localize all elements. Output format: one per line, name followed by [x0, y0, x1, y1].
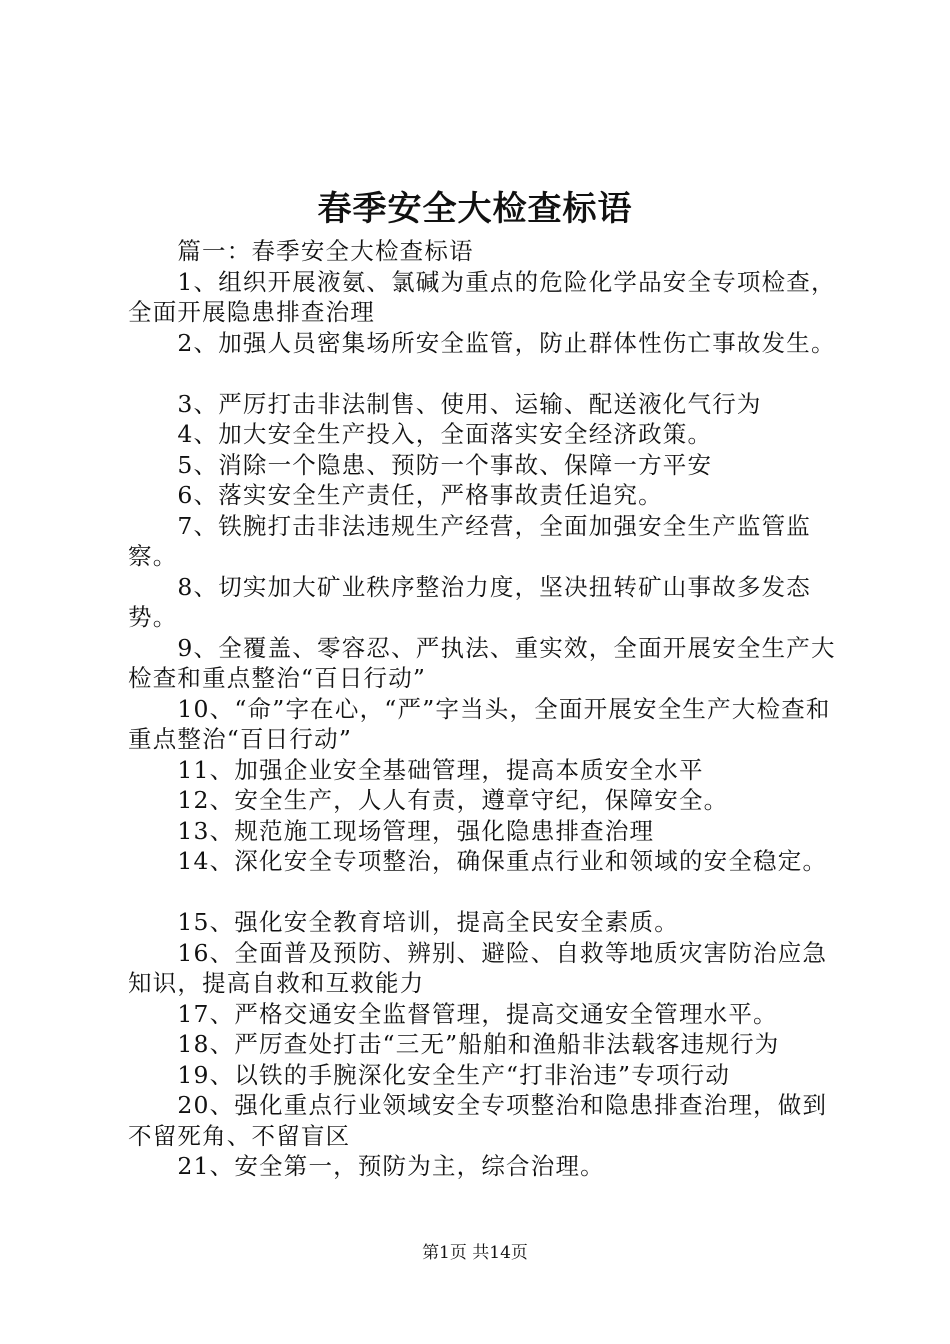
slogan-item-11: 11、加强企业安全基础管理，提高本质安全水平 — [177, 755, 704, 784]
document-body — [128, 236, 848, 1182]
slogan-item-8: 8、切实加大矿业秩序整治力度，坚决扭转矿山事故多发态势。 — [128, 572, 811, 631]
slogan-item-2: 2、加强人员密集场所安全监管，防止群体性伤亡事故发生。 — [177, 328, 836, 357]
slogan-item-19: 19、以铁的手腕深化安全生产“打非治违”专项行动 — [177, 1060, 731, 1089]
slogan-item-21: 21、安全第一，预防为主，综合治理。 — [177, 1152, 605, 1180]
slogan-item-17: 17、严格交通安全监督管理，提高交通安全管理水平。 — [177, 999, 778, 1028]
slogan-item-16: 16、全面普及预防、辨别、避险、自救等地质灾害防治应急知识，提高自救和互救能力 — [128, 938, 828, 997]
slogan-item-13: 13、规范施工现场管理，强化隐患排查治理 — [177, 816, 655, 845]
slogan-item-15: 15、强化安全教育培训，提高全民安全素质。 — [177, 908, 679, 936]
slogan-item-18: 18、严厉查处打击“三无”船舶和渔船非法载客违规行为 — [177, 1030, 780, 1058]
section-heading: 篇一：春季安全大检查标语 — [177, 237, 474, 265]
slogan-item-10: 10、“命”字在心，“严”字当头，全面开展安全生产大检查和重点整治“百日行动” — [128, 694, 831, 753]
slogan-item-5: 5、消除一个隐患、预防一个事故、保障一方平安 — [177, 450, 713, 479]
slogan-item-12: 12、安全生产，人人有责，遵章守纪，保障安全。 — [177, 786, 729, 814]
slogan-item-7: 7、铁腕打击非法违规生产经营，全面加强安全生产监管监察。 — [128, 511, 811, 570]
slogan-item-6: 6、落实安全生产责任，严格事故责任追究。 — [177, 481, 663, 509]
page-number-footer: 第1页 共14页 — [422, 1243, 528, 1263]
slogan-item-20: 20、强化重点行业领域安全专项整治和隐患排查治理，做到不留死角、不留盲区 — [128, 1091, 828, 1150]
document-title: 春季安全大检查标语 — [317, 189, 633, 229]
slogan-item-9: 9、全覆盖、零容忍、严执法、重实效，全面开展安全生产大检查和重点整治“百日行动” — [128, 633, 836, 692]
slogan-item-4: 4、加大安全生产投入，全面落实安全经济政策。 — [177, 420, 713, 448]
slogan-item-1: 1、组织开展液氨、氯碱为重点的危险化学品安全专项检查，全面开展隐患排查治理 — [128, 267, 836, 326]
slogan-item-3: 3、严厉打击非法制售、使用、运输、配送液化气行为 — [177, 389, 762, 418]
slogan-item-14: 14、深化安全专项整治，确保重点行业和领域的安全稳定。 — [177, 847, 828, 875]
